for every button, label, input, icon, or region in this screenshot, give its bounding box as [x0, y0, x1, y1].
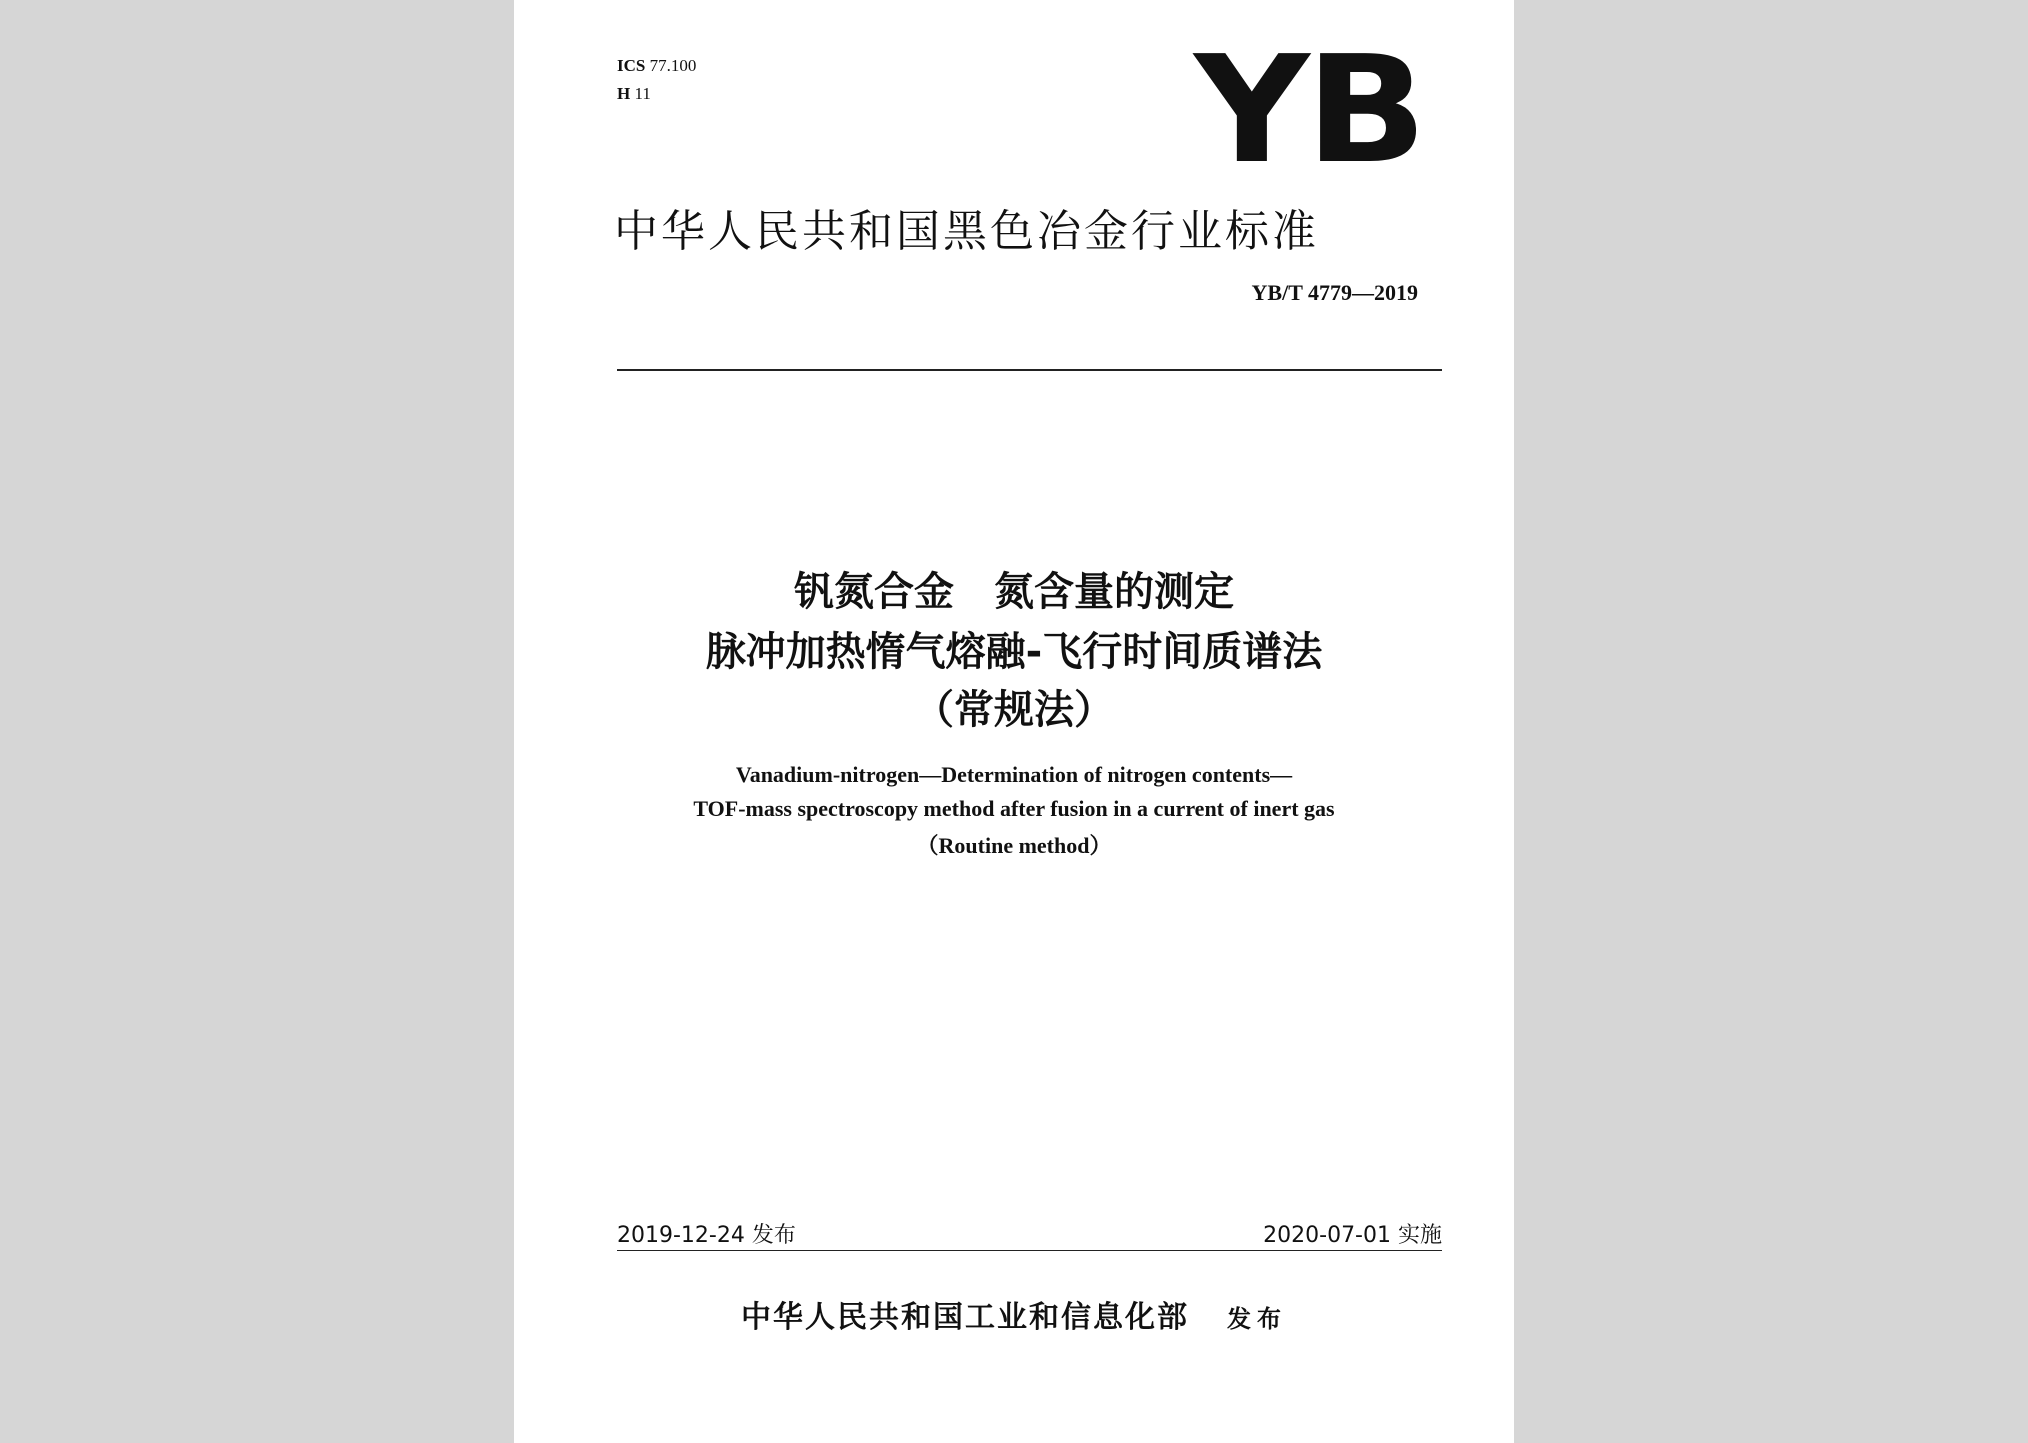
- title-cn-line3: （常规法）: [914, 687, 1114, 733]
- title-en-line3: （Routine method）: [916, 833, 1112, 858]
- ccs-label: H: [617, 84, 631, 103]
- ics-label: ICS: [617, 56, 646, 75]
- title-en-line1: Vanadium-nitrogen—Determination of nitrogen contents—: [735, 762, 1293, 787]
- title-cn-line2: 脉冲加热惰气熔融-飞行时间质谱法: [705, 629, 1323, 675]
- ics-code: [617, 52, 696, 80]
- publisher-name: 中华人民共和国工业和信息化部: [741, 1300, 1189, 1335]
- issue-date: 2019-12-24 发布: [617, 1223, 796, 1248]
- implementation-date: 2020-07-01 实施: [1263, 1223, 1442, 1248]
- classification-codes: [617, 52, 696, 108]
- header-divider: [617, 369, 1442, 371]
- ics-value: 77.100: [649, 56, 697, 75]
- footer-divider: [617, 1250, 1442, 1251]
- document-page: [514, 0, 1514, 1443]
- yb-logo: YB: [1194, 24, 1423, 196]
- publisher-action: 发布: [1227, 1305, 1287, 1333]
- ccs-code: [617, 80, 696, 108]
- organization-title: 中华人民共和国黑色冶金行业标准: [614, 206, 1319, 257]
- title-en-line2: TOF-mass spectroscopy method after fusion in a current of inert gas: [693, 796, 1335, 821]
- standard-number: YB/T 4779—2019: [1251, 280, 1418, 305]
- ccs-value: 11: [634, 84, 651, 103]
- title-cn-line1: 钒氮合金 氮含量的测定: [794, 569, 1234, 615]
- publisher: [514, 1292, 1514, 1336]
